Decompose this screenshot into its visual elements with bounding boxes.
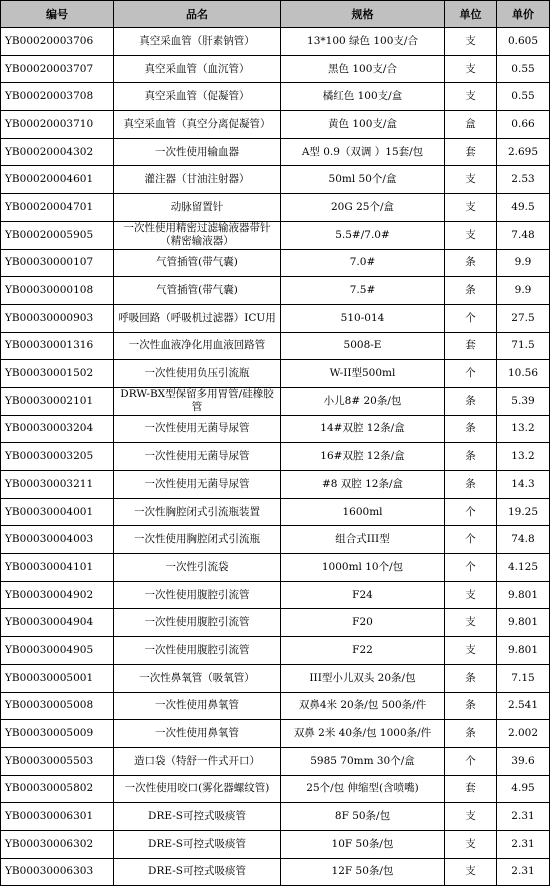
cell-name: 一次性使用腹腔引流管 xyxy=(114,581,281,609)
cell-unit: 套 xyxy=(445,775,497,803)
table-row xyxy=(1,166,550,194)
header-unit: 单位 xyxy=(445,1,497,28)
cell-code: YB00030004902 xyxy=(1,581,114,609)
cell-spec: F22 xyxy=(281,637,445,665)
cell-price: 39.6 xyxy=(497,747,550,775)
table-row xyxy=(1,194,550,222)
cell-code: YB00030006301 xyxy=(1,803,114,831)
table-row xyxy=(1,221,550,249)
cell-unit: 支 xyxy=(445,194,497,222)
cell-code: YB00020004701 xyxy=(1,194,114,222)
cell-code: YB00030001502 xyxy=(1,360,114,388)
cell-spec: 10F 50条/包 xyxy=(281,830,445,858)
table-row xyxy=(1,83,550,111)
cell-name: 一次性使用输血器 xyxy=(114,138,281,166)
cell-unit: 条 xyxy=(445,415,497,443)
cell-name: 一次性血液净化用血液回路管 xyxy=(114,332,281,360)
cell-spec: 510-014 xyxy=(281,304,445,332)
cell-name: 气管插管(带气囊) xyxy=(114,249,281,277)
cell-spec: 小儿8# 20条/包 xyxy=(281,387,445,415)
cell-code: YB00020005905 xyxy=(1,221,114,249)
cell-price: 0.66 xyxy=(497,111,550,139)
cell-price: 13.2 xyxy=(497,443,550,471)
cell-name: 一次性使用鼻氧管 xyxy=(114,692,281,720)
cell-unit: 条 xyxy=(445,664,497,692)
cell-code: YB00030005802 xyxy=(1,775,114,803)
table-row xyxy=(1,747,550,775)
table-row xyxy=(1,720,550,748)
cell-spec: 双鼻4米 20条/包 500条/件 xyxy=(281,692,445,720)
cell-unit: 个 xyxy=(445,526,497,554)
cell-spec: 50ml 50个/盒 xyxy=(281,166,445,194)
cell-name: 真空采血管（血沉管） xyxy=(114,55,281,83)
cell-unit: 个 xyxy=(445,554,497,582)
cell-price: 14.3 xyxy=(497,471,550,499)
table-row xyxy=(1,609,550,637)
cell-unit: 支 xyxy=(445,637,497,665)
table-row xyxy=(1,858,550,886)
cell-name: 一次性使用腹腔引流管 xyxy=(114,609,281,637)
cell-unit: 条 xyxy=(445,277,497,305)
cell-name: 真空采血管（促凝管） xyxy=(114,83,281,111)
cell-price: 49.5 xyxy=(497,194,550,222)
cell-price: 10.56 xyxy=(497,360,550,388)
cell-unit: 个 xyxy=(445,498,497,526)
cell-code: YB00030004101 xyxy=(1,554,114,582)
cell-spec: 1600ml xyxy=(281,498,445,526)
table-row xyxy=(1,526,550,554)
cell-unit: 套 xyxy=(445,332,497,360)
table-row xyxy=(1,471,550,499)
cell-code: YB00030003211 xyxy=(1,471,114,499)
cell-name: 一次性使用精密过滤输液器带针（精密输液器） xyxy=(114,221,281,249)
cell-spec: 20G 25个/盒 xyxy=(281,194,445,222)
cell-price: 0.55 xyxy=(497,55,550,83)
cell-price: 13.2 xyxy=(497,415,550,443)
cell-price: 2.541 xyxy=(497,692,550,720)
cell-spec: 黑色 100支/合 xyxy=(281,55,445,83)
table-row xyxy=(1,415,550,443)
cell-unit: 条 xyxy=(445,692,497,720)
cell-unit: 支 xyxy=(445,28,497,56)
cell-price: 0.55 xyxy=(497,83,550,111)
cell-spec: 橘红色 100支/盒 xyxy=(281,83,445,111)
table-row xyxy=(1,111,550,139)
cell-code: YB00030004003 xyxy=(1,526,114,554)
cell-spec: 1000ml 10个/包 xyxy=(281,554,445,582)
cell-price: 0.605 xyxy=(497,28,550,56)
table-row xyxy=(1,360,550,388)
header-spec: 规格 xyxy=(281,1,445,28)
table-row xyxy=(1,249,550,277)
cell-name: 一次性使用鼻氧管 xyxy=(114,720,281,748)
cell-name: 呼吸回路（呼吸机过滤器）ICU用 xyxy=(114,304,281,332)
table-row xyxy=(1,692,550,720)
cell-name: 一次性鼻氧管（吸氧管） xyxy=(114,664,281,692)
cell-spec: 5008-E xyxy=(281,332,445,360)
cell-unit: 支 xyxy=(445,858,497,886)
header-price: 单价 xyxy=(497,1,550,28)
cell-unit: 支 xyxy=(445,221,497,249)
cell-code: YB00020003706 xyxy=(1,28,114,56)
table-row xyxy=(1,554,550,582)
cell-unit: 条 xyxy=(445,471,497,499)
table-header xyxy=(1,1,550,28)
cell-price: 27.5 xyxy=(497,304,550,332)
cell-name: 一次性使用无菌导尿管 xyxy=(114,471,281,499)
cell-spec: 13*100 绿色 100支/合 xyxy=(281,28,445,56)
cell-price: 7.48 xyxy=(497,221,550,249)
cell-price: 2.002 xyxy=(497,720,550,748)
cell-spec: 16#双腔 12条/盒 xyxy=(281,443,445,471)
cell-spec: 12F 50条/包 xyxy=(281,858,445,886)
cell-code: YB00020004601 xyxy=(1,166,114,194)
table-row xyxy=(1,55,550,83)
cell-unit: 个 xyxy=(445,360,497,388)
cell-unit: 套 xyxy=(445,138,497,166)
cell-code: YB00030003205 xyxy=(1,443,114,471)
cell-unit: 条 xyxy=(445,387,497,415)
cell-spec: 组合式III型 xyxy=(281,526,445,554)
cell-code: YB00020003707 xyxy=(1,55,114,83)
cell-unit: 支 xyxy=(445,55,497,83)
cell-price: 9.801 xyxy=(497,581,550,609)
cell-code: YB00030005008 xyxy=(1,692,114,720)
cell-spec: W-II型500ml xyxy=(281,360,445,388)
cell-name: 一次性使用胸腔闭式引流瓶 xyxy=(114,526,281,554)
table-row xyxy=(1,637,550,665)
table-row xyxy=(1,332,550,360)
cell-code: YB00030005009 xyxy=(1,720,114,748)
table-row xyxy=(1,443,550,471)
table-row xyxy=(1,28,550,56)
cell-unit: 个 xyxy=(445,304,497,332)
cell-spec: 8F 50条/包 xyxy=(281,803,445,831)
header-row xyxy=(1,1,550,28)
cell-spec: 7.0# xyxy=(281,249,445,277)
cell-code: YB00020004302 xyxy=(1,138,114,166)
table-row xyxy=(1,387,550,415)
cell-code: YB00030000108 xyxy=(1,277,114,305)
cell-unit: 支 xyxy=(445,581,497,609)
cell-name: 一次性使用咬口(雾化器螺纹管) xyxy=(114,775,281,803)
cell-unit: 支 xyxy=(445,166,497,194)
table-row xyxy=(1,803,550,831)
table-row xyxy=(1,138,550,166)
cell-name: 一次性使用负压引流瓶 xyxy=(114,360,281,388)
cell-price: 5.39 xyxy=(497,387,550,415)
cell-name: 气管插管(带气囊) xyxy=(114,277,281,305)
cell-unit: 支 xyxy=(445,83,497,111)
cell-spec: A型 0.9（双调 ）15套/包 xyxy=(281,138,445,166)
cell-price: 2.31 xyxy=(497,858,550,886)
cell-unit: 支 xyxy=(445,830,497,858)
cell-code: YB00030004905 xyxy=(1,637,114,665)
cell-spec: F24 xyxy=(281,581,445,609)
cell-name: 一次性胸腔闭式引流瓶装置 xyxy=(114,498,281,526)
cell-code: YB00030000107 xyxy=(1,249,114,277)
cell-price: 9.9 xyxy=(497,249,550,277)
cell-code: YB00030000903 xyxy=(1,304,114,332)
cell-name: 灌注器（甘油注射器） xyxy=(114,166,281,194)
cell-price: 9.801 xyxy=(497,637,550,665)
cell-name: DRE-S可控式吸痰管 xyxy=(114,830,281,858)
cell-unit: 条 xyxy=(445,249,497,277)
cell-name: DRE-S可控式吸痰管 xyxy=(114,858,281,886)
cell-name: 真空采血管（真空分离促凝管） xyxy=(114,111,281,139)
cell-price: 19.25 xyxy=(497,498,550,526)
cell-code: YB00030005503 xyxy=(1,747,114,775)
header-name: 品名 xyxy=(114,1,281,28)
cell-price: 7.15 xyxy=(497,664,550,692)
cell-code: YB00020003710 xyxy=(1,111,114,139)
cell-unit: 支 xyxy=(445,803,497,831)
cell-price: 9.801 xyxy=(497,609,550,637)
cell-price: 71.5 xyxy=(497,332,550,360)
cell-name: 动脉留置针 xyxy=(114,194,281,222)
table-row xyxy=(1,581,550,609)
cell-name: 一次性使用腹腔引流管 xyxy=(114,637,281,665)
table-row xyxy=(1,304,550,332)
cell-price: 9.9 xyxy=(497,277,550,305)
table-body xyxy=(1,28,550,886)
table-row xyxy=(1,277,550,305)
cell-spec: 14#双腔 12条/盒 xyxy=(281,415,445,443)
cell-price: 4.125 xyxy=(497,554,550,582)
cell-spec: 25个/包 伸缩型(含喷嘴) xyxy=(281,775,445,803)
cell-code: YB00030006302 xyxy=(1,830,114,858)
cell-name: DRE-S可控式吸痰管 xyxy=(114,803,281,831)
cell-code: YB00030004904 xyxy=(1,609,114,637)
cell-unit: 条 xyxy=(445,720,497,748)
cell-spec: 黄色 100支/盒 xyxy=(281,111,445,139)
cell-spec: 7.5# xyxy=(281,277,445,305)
cell-name: 造口袋（特舒一件式开口） xyxy=(114,747,281,775)
cell-unit: 条 xyxy=(445,443,497,471)
table-row xyxy=(1,775,550,803)
cell-name: 一次性使用无菌导尿管 xyxy=(114,443,281,471)
header-code: 编号 xyxy=(1,1,114,28)
cell-spec: F20 xyxy=(281,609,445,637)
cell-unit: 支 xyxy=(445,609,497,637)
cell-unit: 盒 xyxy=(445,111,497,139)
cell-code: YB00030005001 xyxy=(1,664,114,692)
cell-name: 一次性引流袋 xyxy=(114,554,281,582)
cell-spec: #8 双腔 12条/盒 xyxy=(281,471,445,499)
cell-code: YB00020003708 xyxy=(1,83,114,111)
cell-spec: 双鼻 2米 40条/包 1000条/件 xyxy=(281,720,445,748)
cell-price: 2.31 xyxy=(497,803,550,831)
cell-code: YB00030001316 xyxy=(1,332,114,360)
cell-price: 2.53 xyxy=(497,166,550,194)
cell-code: YB00030004001 xyxy=(1,498,114,526)
cell-price: 4.95 xyxy=(497,775,550,803)
cell-price: 74.8 xyxy=(497,526,550,554)
cell-price: 2.695 xyxy=(497,138,550,166)
cell-price: 2.31 xyxy=(497,830,550,858)
cell-name: DRW-BX型保留多用胃管/硅橡胶管 xyxy=(114,387,281,415)
cell-code: YB00030003204 xyxy=(1,415,114,443)
cell-unit: 个 xyxy=(445,747,497,775)
cell-spec: III型小儿双头 20条/包 xyxy=(281,664,445,692)
cell-name: 真空采血管（肝素钠管） xyxy=(114,28,281,56)
table-row xyxy=(1,498,550,526)
cell-spec: 5.5#/7.0# xyxy=(281,221,445,249)
cell-code: YB00030002101 xyxy=(1,387,114,415)
table-row xyxy=(1,664,550,692)
cell-code: YB00030006303 xyxy=(1,858,114,886)
table-row xyxy=(1,830,550,858)
cell-name: 一次性使用无菌导尿管 xyxy=(114,415,281,443)
cell-spec: 5985 70mm 30个/盒 xyxy=(281,747,445,775)
